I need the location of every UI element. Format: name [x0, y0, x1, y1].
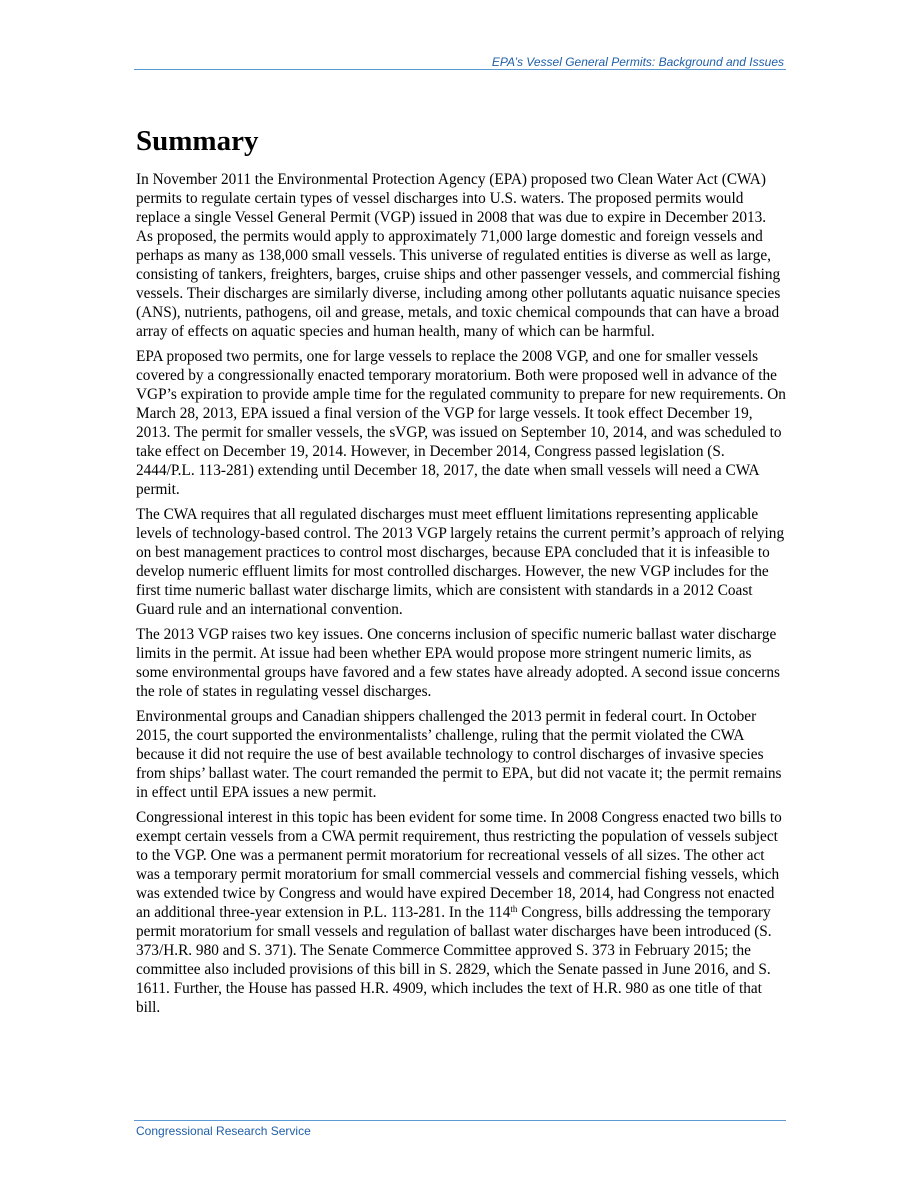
summary-heading: Summary [136, 125, 259, 157]
paragraph-6-text-end: Congress, bills addressing the temporary permit moratorium for small vessels and regulation of ballast water discharges have been introduced (S. 373/H.R. 980 and S. 371). The Senate Commerce Committee approved S. 373 in February 2015; the committee also included provisions of this bill in S. 2829, which the Senate passed in June 2016, and S. 1611. Further, the House has passed H.R. 4909, which includes the text of H.R. 980 as one title of that bill. [136, 904, 772, 1016]
page-content [136, 124, 786, 1023]
summary-paragraph-5: Environmental groups and Canadian shippers challenged the 2013 permit in federal court. In October 2015, the court supported the environmentalists’ challenge, ruling that the permit violated the CWA because it did not require the use of best available technology to control discharges of invasive species from ships’ ballast water. The court remanded the permit to EPA, but did not vacate it; the permit remains in effect until EPA issues a new permit. [136, 708, 782, 801]
summary-paragraph-6 [136, 808, 786, 1017]
running-footer [134, 1120, 786, 1138]
summary-paragraph-2: EPA proposed two permits, one for large vessels to replace the 2008 VGP, and one for smaller vessels covered by a congressionally enacted temporary moratorium. Both were proposed well in advance of the VGP’s expiration to provide ample time for the regulated community to prepare for new requirements. On March 28, 2013, EPA issued a final version of the VGP for large vessels. It took effect December 19, 2013. The permit for smaller vessels, the sVGP, was issued on September 10, 2014, and was scheduled to take effect on December 19, 2014. However, in December 2014, Congress passed legislation (S. 2444/P.L. 113-281) extending until December 18, 2017, the date when small vessels will need a CWA permit. [136, 348, 786, 498]
ordinal-superscript: th [510, 904, 518, 914]
summary-paragraph-1: In November 2011 the Environmental Protection Agency (EPA) proposed two Clean Water Act (CWA) permits to regulate certain types of vessel discharges into U.S. waters. The proposed permits would replace a single Vessel General Permit (VGP) issued in 2008 that was due to expire in December 2013. As proposed, the permits would apply to approximately 71,000 large domestic and foreign vessels and perhaps as many as 138,000 small vessels. This universe of regulated entities is diverse as well as large, consisting of tankers, freighters, barges, cruise ships and other passenger vessels, and commercial fishing vessels. Their discharges are similarly diverse, including among other pollutants aquatic nuisance species (ANS), nutrients, pathogens, oil and grease, metals, and toxic chemical compounds that can have a broad array of effects on aquatic species and human health, many of which can be harmful. [136, 171, 781, 340]
footer-organization: Congressional Research Service [136, 1124, 311, 1138]
running-header [134, 54, 786, 70]
running-header-title: EPA’s Vessel General Permits: Background and Issues [491, 55, 784, 69]
summary-paragraph-3: The CWA requires that all regulated discharges must meet effluent limitations representing applicable levels of technology-based control. The 2013 VGP largely retains the current permit’s approach of relying on best management practices to control most discharges, because EPA concluded that it is infeasible to develop numeric effluent limits for most controlled discharges. However, the new VGP includes for the first time numeric ballast water discharge limits, which are consistent with standards in a 2012 Coast Guard rule and an international convention. [136, 506, 785, 618]
summary-paragraph-4: The 2013 VGP raises two key issues. One concerns inclusion of specific numeric ballast water discharge limits in the permit. At issue had been whether EPA would propose more stringent numeric limits, as some environmental groups have favored and a few states have already adopted. A second issue concerns the role of states in regulating vessel discharges. [136, 626, 780, 700]
paragraph-6-text-start: Congressional interest in this topic has been evident for some time. In 2008 Congress enacted two bills to exempt certain vessels from a CWA permit requirement, thus restricting the population of vessels subject to the VGP. One was a permanent permit moratorium for recreational vessels of all sizes. The other act was a temporary permit moratorium for small commercial vessels and commercial fishing vessels, which was extended twice by Congress and would have expired December 18, 2014, had Congress not enacted an additional three-year extension in P.L. 113-281. In the 114 [136, 809, 782, 921]
